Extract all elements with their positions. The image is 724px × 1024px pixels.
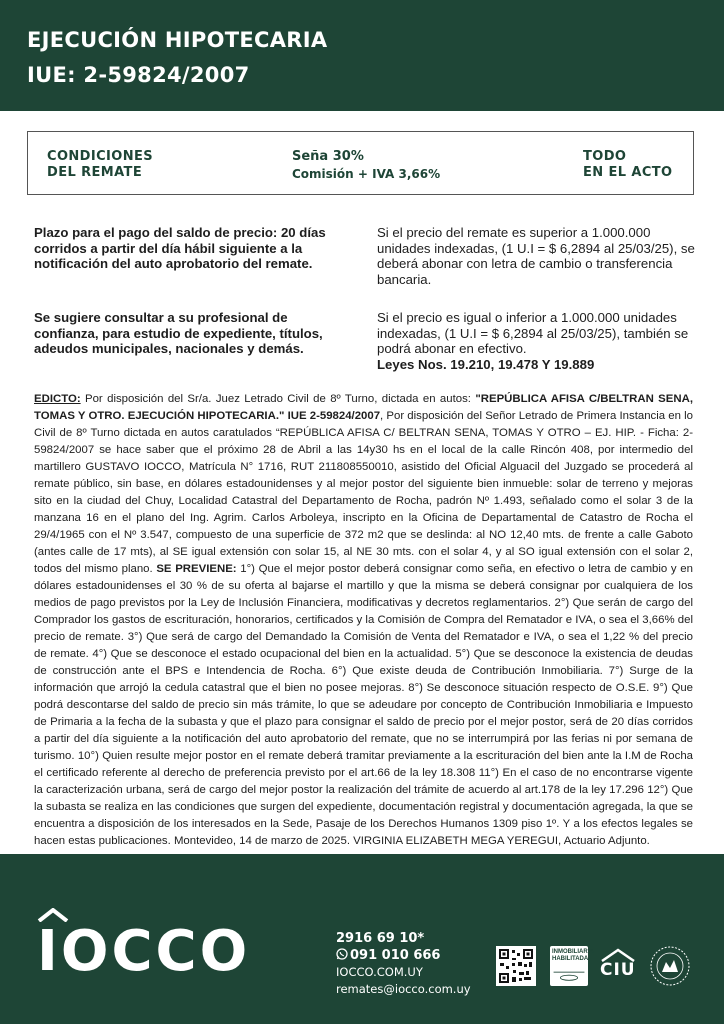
professional-advice-note: Se sugiere consultar a su profesional de confianza, para estudio de expediente, títulos, adeudos municipales, nacionales y demás. bbox=[34, 310, 323, 356]
edict-label: EDICTO: bbox=[34, 393, 81, 405]
edict-previene-label: SE PREVIENE: bbox=[156, 563, 237, 575]
conditions-label-line1: CONDICIONES bbox=[47, 149, 154, 164]
page-title: EJECUCIÓN HIPOTECARIA bbox=[27, 28, 328, 52]
phone-whatsapp-number: 091 010 666 bbox=[350, 948, 441, 963]
badge-text: INMOBILIARIA HABILITADA bbox=[552, 949, 594, 962]
qr-code-icon[interactable] bbox=[496, 946, 536, 986]
commission-text: Comisión + IVA 3,66% bbox=[292, 167, 441, 181]
above-threshold-note: Si el precio del remate es superior a 1.000.000 unidades indexadas, (1 U.I = $ 6,2894 al 25/03/25), se deberá abonar con letra de cambio o transferencia bancaria. bbox=[377, 225, 695, 287]
payment-timing-line2: EN EL ACTO bbox=[583, 165, 673, 180]
payment-timing bbox=[583, 149, 673, 181]
whatsapp-icon bbox=[336, 948, 348, 960]
ciu-logo bbox=[598, 948, 638, 984]
edict-part1: Por disposición del Sr/a. Juez Letrado Civil de 8º Turno, dictada en autos: bbox=[80, 393, 476, 405]
logo-hat-icon bbox=[37, 908, 69, 922]
email-link[interactable]: remates@iocco.com.uy bbox=[336, 982, 471, 996]
phone-main[interactable]: 2916 69 10* bbox=[336, 931, 425, 946]
below-threshold-text: Si el precio es igual o inferior a 1.000.000 unidades indexadas, (1 U.I = $ 6,2894 al 25/03/25), también se podrá abonar en efectivo. bbox=[377, 310, 689, 356]
case-id-title: IUE: 2-59824/2007 bbox=[27, 63, 250, 87]
website-link[interactable]: IOCCO.COM.UY bbox=[336, 965, 423, 979]
conditions-label bbox=[47, 149, 153, 181]
seal-icon bbox=[648, 944, 692, 988]
badge-emblem-icon bbox=[552, 970, 586, 982]
ciu-text: CIU bbox=[600, 960, 636, 980]
iocco-logo bbox=[37, 920, 250, 984]
laws-reference: Leyes Nos. 19.210, 19.478 Y 19.889 bbox=[377, 356, 595, 372]
deposit-text: Seña 30% bbox=[292, 149, 364, 164]
edict-part2: , Por disposición del Señor Letrado de Primera Instancia en lo Civil de 8º Turno dictada en autos caratulados “REPÚBLICA AFISA C/ BELTRAN SENA, TOMAS Y OTRO – EJ. HIP. - Ficha: 2-59824/2007 se hace saber que el próximo 28 de Abril a las 14y30 hs en el local de la calle Rincón 408, por intermedio del martillero GUSTAVO IOCCO, Matrícula N° 1716, RUT 211808550010, asistido del Oficial Alguacil del Juzgado se procederá al remate público, sin base, en dólares estadounidenses y al mejor postor del siguiente bien inmueble: solar de terreno y mejoras sito en la ciudad del Chuy, Localidad Catastral del Departamento de Rocha, padrón Nº 1.493, señalado como el solar 3 de la manzana 16 en el plano del Ing. Agrim. Carlos Arboleya, inscripto en la Oficina de Departamental de Catastro de Rocha el 29/4/1965 con el Nº 3.547, compuesto de una superficie de 372 m2 que se deslinda: al NO 12,40 mts. de frente a calle Gaboto (antes calle de 17 mts), al SE igual extensión con solar 15, al NE 30 mts. con el solar 4, y al SO igual extensión con el solar 2, todos del mismo plano. bbox=[34, 410, 693, 575]
header-banner bbox=[0, 0, 724, 111]
phone-whatsapp[interactable] bbox=[336, 947, 471, 964]
contact-info bbox=[336, 930, 471, 998]
edict-case-title: "REPÚBLICA AFISA C/BELTRAN SENA, TOMAS Y OTRO. EJECUCIÓN HIPOTECARIA." IUE 2-59824/2007 bbox=[34, 393, 693, 422]
logo-text: IOCCO bbox=[37, 919, 251, 984]
payment-timing-line1: TODO bbox=[583, 149, 627, 164]
conditions-label-line2: DEL REMATE bbox=[47, 165, 143, 180]
edict-part3: 1°) Que el mejor postor deberá consignar como seña, en efectivo o letra de cambio y en dólares estadounidenses el 30 % de su oferta al bajarse el martillo y que la misma se deberá consignar por cualquiera de los medios de pago previstos por la Ley de Inclusión Financiera, modificativas y decretos reglamentarios. 2°) Que serán de cargo del Comprador los gastos de escrituración, honorarios, certificados y la Comisión de Compra del Rematador e IVA, o sea el 3,66% del precio de remate. 3°) Que será de cargo del Demandado la Comisión de Venta del Rematador e IVA, o sea el 1,22 % del precio de remate. 4°) Que se desconoce el estado ocupacional del bien en la actualidad. 5°) Que se desconoce la existencia de deudas de construcción ante el BPS e Intendencia de Rocha. 6°) Que existe deuda de Contribución Inmobiliaria. 7°) Surge de la información que arrojó la cedula catastral que el bien no posee mejoras. 8°) Se desconoce situación respecto de O.S.E. 9°) Que podrá descontarse del saldo de precio sin más trámite, lo que se adeudare por concepto de Contribución Inmobiliaria e Impuesto de Primaria a la fecha de la subasta y que el plazo para consignar el saldo de precio por el mejor postor, será de 20 días corridos a partir del día siguiente a la notificación del auto aprobatorio del remate, que no se interrumpirá por las ferias ni por semana de turismo. 10°) Quien resulte mejor postor en el remate deberá tramitar previamente a la escrituración del bien ante la I.M de Rocha el certificado referente al derecho de preferencia previsto por el art.66 de la ley 18.308 11°) En el caso de no encontrarse vigente la caracterización urbana, será de cargo del mejor postor la realización del trámite de acuerdo al art.178 de la ley 17.296 12°) Que la subasta se realiza en las condiciones que surgen del expediente, documentación registral y documentación agregada, la que se encuentra a disposición de los interesados en la Sede, Pasaje de los Derechos Humanos 1309 piso 1º. Y a los efectos legales se hacen estas publicaciones. Montevideo, 14 de marzo de 2025. VIRGINIA ELIZABETH MEGA YEREGUI, Actuario Adjunto. bbox=[34, 563, 693, 847]
edict-body bbox=[34, 391, 693, 850]
inmobiliaria-habilitada-badge bbox=[550, 946, 594, 986]
payment-term-note: Plazo para el pago del saldo de precio: 20 días corridos a partir del día hábil siguiente a la notificación del auto aprobatorio del remate. bbox=[34, 225, 326, 271]
below-threshold-note bbox=[377, 310, 697, 372]
conditions-box bbox=[27, 131, 694, 195]
